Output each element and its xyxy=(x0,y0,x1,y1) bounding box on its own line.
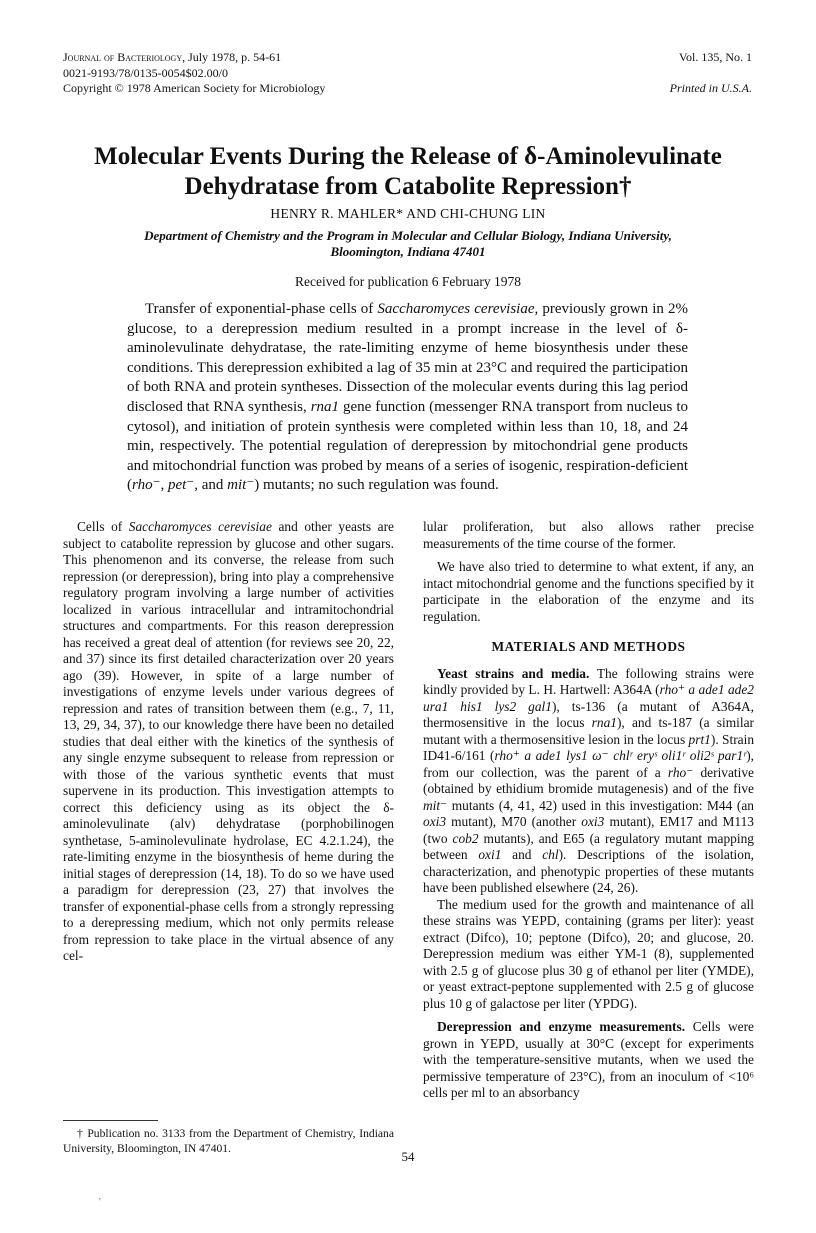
copyright: Copyright © 1978 American Society for Microbiology xyxy=(63,81,326,95)
paragraph-derepression: Derepression and enzyme measurements. Cells were grown in YEPD, usually at 30°C (except for experiments with the temperature-sensitive mutants, when we used the permissive temperature of 23°C), from an inoculum of <10⁶ cells per ml to an absorbancy xyxy=(423,1019,754,1100)
article-title: Molecular Events During the Release of δ-Aminolevulinate Dehydratase from Catabolite Repression† xyxy=(94,143,722,200)
volume-info: Vol. 135, No. 1 xyxy=(678,50,752,64)
scan-speck: ' xyxy=(99,1197,101,1208)
printed-in: Printed in U.S.A. xyxy=(669,81,752,95)
paragraph: We have also tried to determine to what extent, if any, an intact mitochondrial genome and the functions specified by it participate in the elaboration of the enzyme and its regulation. xyxy=(423,559,754,624)
article-code: 0021-9193/78/0135-0054$02.00/0 xyxy=(63,65,228,80)
intro-paragraph: Cells of Saccharomyces cerevisiae and other yeasts are subject to catabolite repression by glucose and other sugars. This phenomenon and its converse, the release from such repression (or derepression), bring into play a comprehensive regulatory program involving a large number of activities localized in various intracellular and intramitochondrial structures and compartments. For this reason derepression has received a great deal of attention (for reviews see 20, 22, and 37) since its first detailed characterization over 20 years ago (39). However, in spite of a large number of investigations of enzyme levels under various degrees of repression and rates of transition between them (e.g., 7, 11, 13, 29, 34, 37), to our knowledge there have been no detailed studies that deal either with the kinetics of the synthesis of any single enzyme subsequent to release from repression or with those of the various synthetic events that must supervene in its production. This investigation attempts to correct this deficiency using as its object the δ-aminolevulinate (alv) dehydratase (porphobilinogen synthetase, 5-aminolevulinate hydrolase, EC 4.2.1.24), the rate-limiting enzyme in the biosynthesis of heme during the initial stages of derepression (14, 18). To do so we have used a paradigm for derepression (23, 27) that involves the transfer of exponential-phase cells from a strongly repressing to a derepressing medium, which not only permits release from repression to take place in the virtual absence of any cel- xyxy=(63,519,395,963)
received-date: Received for publication 6 February 1978 xyxy=(294,274,522,289)
paragraph-media: The medium used for the growth and maintenance of all these strains was YEPD, containing (grams per liter): yeast extract (Difco), 10; peptone (Difco), 20; and glucose, 20. Derepression medium was either YM-1 (8), supplemented with 2.5 g of glucose plus 30 g of ethanol per liter (YMDE), or yeast extract-peptone supplemented with 2.5 g of glucose plus 10 g of galactose per liter (YPDG). xyxy=(423,896,754,1011)
paragraph-strains: Yeast strains and media. The following strains were kindly provided by L. H. Hartwell: A364A (rho⁺ a ade1 ade2 ura1 his1 lys2 gal1), ts-136 (a mutant of A364A, thermosensitive in the locus rna1), and ts-187 (a similar mutant with a thermosensitive lesion in the locus prt1). Strain ID41-6/161 (rho⁺ a ade1 lys1 ω⁻ chlʳ eryˢ oli1ʳ oli2ˢ par1ʳ), from our collection, was the parent of a rho⁻ derivative (obtained by ethidium bromide mutagenesis) and of the five mit⁻ mutants (4, 41, 42) used in this investigation: M44 (an oxi3 mutant), M70 (another oxi3 mutant), EM17 and M113 (two cob2 mutants), and E65 (a regulatory mutant mapping between oxi1 and chl). Descriptions of the isolation, characterization, and phenotypic properties of these mutants have been published elsewhere (24, 26). xyxy=(423,665,755,895)
affiliation: Department of Chemistry and the Program in Molecular and Cellular Biology, Indiana University, Bloomington, Indiana 47401 xyxy=(144,228,672,259)
section-heading: MATERIALS AND METHODS xyxy=(491,639,686,654)
abstract: Transfer of exponential-phase cells of Saccharomyces cerevisiae, previously grown in 2% glucose, to a derepression medium resulted in a prompt increase in the level of δ-aminolevulinate dehydratase, the rate-limiting enzyme of heme biosynthesis under these conditions. This derepression exhibited a lag of 35 min at 23°C and required the participation of both RNA and protein syntheses. Dissection of the molecular events during this lag period disclosed that RNA synthesis, rna1 gene function (messenger RNA transport from nucleus to cytosol), and initiation of protein synthesis were completed within less than 10, 18, and 24 min, respectively. The potential regulation of derepression by mitochondrial gene products and mitochondrial function was probed by means of a series of isogenic, respiration-deficient (rho⁻, pet⁻, and mit⁻) mutants; no such regulation was found. xyxy=(127,301,688,494)
journal-citation: Journal of Bacteriology, July 1978, p. 54-61 xyxy=(63,50,282,64)
author-list: HENRY R. MAHLER* AND CHI-CHUNG LIN xyxy=(270,206,546,221)
left-column xyxy=(63,519,394,965)
paragraph-continued: lular proliferation, but also allows rather precise measurements of the time course of the former. xyxy=(423,519,754,551)
footnote: † Publication no. 3133 from the Department of Chemistry, Indiana University, Bloomington, IN 47401. xyxy=(63,1127,394,1155)
right-column xyxy=(423,519,754,1102)
running-header-right xyxy=(670,50,752,97)
footnote-rule xyxy=(63,1120,158,1121)
page-number: 54 xyxy=(401,1149,415,1164)
running-header-left xyxy=(63,50,325,97)
